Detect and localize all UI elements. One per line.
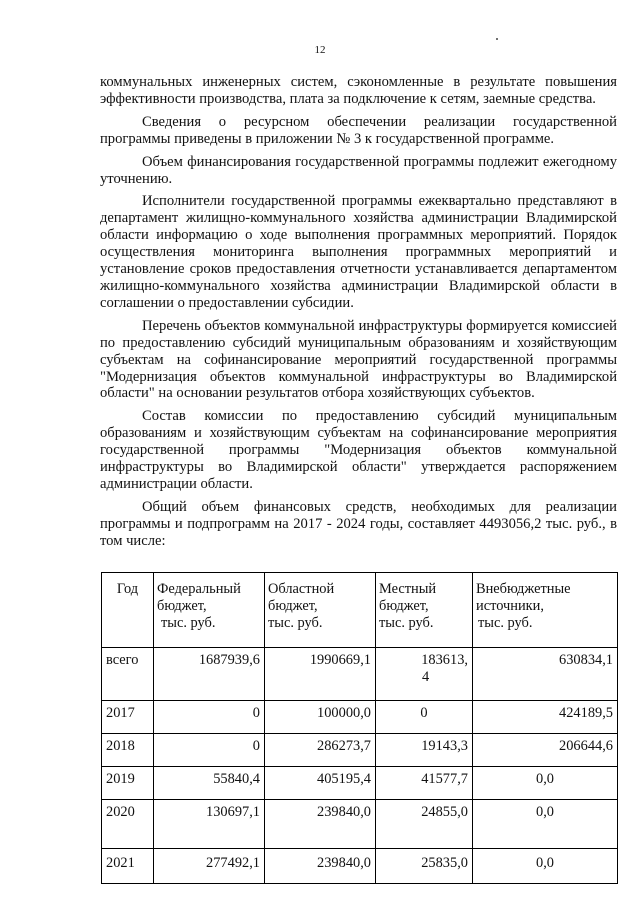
cell-local: 25835,0 [376,849,473,884]
cell-regional: 1990669,1 [265,648,376,701]
cell-extrabudgetary: 0,0 [473,800,618,849]
cell-extrabudgetary: 630834,1 [473,648,618,701]
cell-regional: 405195,4 [265,767,376,800]
paragraph-executors-reporting: Исполнители государственной программы ежеквартально представляют в департамент жилищно-коммунального хозяйства администрации Владимирской области информацию о ходе выполнения программных мероприятий. Порядок осуществления мониторинга выполнения программных мероприятий и установление сроков предоставления отчетности устанавливается департаментом жилищно-коммунального хозяйства администрации Владимирской области в соглашении о предоставлении субсидии. [100,193,617,311]
cell-regional: 239840,0 [265,849,376,884]
document-body [100,74,617,550]
cell-regional: 286273,7 [265,734,376,767]
cell-local: 0 [376,701,473,734]
cell-regional: 100000,0 [265,701,376,734]
table-row [102,648,618,701]
scan-speck [496,38,498,40]
table-row [102,800,618,849]
cell-year: 2020 [102,800,154,849]
cell-year: 2018 [102,734,154,767]
cell-federal: 130697,1 [154,800,265,849]
page-number: 12 [314,44,326,56]
header-year: Год [102,573,154,648]
cell-federal: 277492,1 [154,849,265,884]
cell-year: 2021 [102,849,154,884]
cell-extrabudgetary: 0,0 [473,767,618,800]
table-row [102,734,618,767]
cell-federal: 55840,4 [154,767,265,800]
cell-extrabudgetary: 206644,6 [473,734,618,767]
table-header-row [102,573,618,648]
funding-table [101,572,618,884]
cell-extrabudgetary: 0,0 [473,849,618,884]
cell-regional: 239840,0 [265,800,376,849]
cell-local: 183613, 4 [376,648,473,701]
cell-local: 24855,0 [376,800,473,849]
table-row [102,701,618,734]
header-federal: Федеральный бюджет, тыс. руб. [154,573,265,648]
cell-federal: 0 [154,734,265,767]
paragraph-objects-list: Перечень объектов коммунальной инфраструктуры формируется комиссией по предоставлению субсидий муниципальным образованиям и хозяйствующим субъектам на софинансирование мероприятий государственной программы "Модернизация объектов коммунальной инфраструктуры во Владимирской области" на основании результатов отбора хозяйствующих субъектов. [100,317,617,402]
cell-local: 19143,3 [376,734,473,767]
paragraph-commission-composition: Состав комиссии по предоставлению субсидий муниципальным образованиям и хозяйствующим субъектам на софинансирование мероприятия государственной программы "Модернизация объектов коммунальной инфраструктуры во Владимирской области" утверждается распоряжением администрации области. [100,408,617,492]
cell-year: 2017 [102,701,154,734]
cell-local: 41577,7 [376,767,473,800]
cell-year: всего [102,648,154,701]
cell-year: 2019 [102,767,154,800]
paragraph-total-volume: Общий объем финансовых средств, необходимых для реализации программы и подпрограмм на 2017 - 2024 годы, составляет 4493056,2 тыс. руб., в том числе: [100,498,617,549]
cell-federal: 0 [154,701,265,734]
table-row [102,767,618,800]
paragraph-resource-info: Сведения о ресурсном обеспечении реализации государственной программы приведены в приложении № 3 к государственной программе. [100,113,617,147]
paragraph-funding-sources-end: коммунальных инженерных систем, сэкономленные в результате повышения эффективности производства, плата за подключение к сетям, заемные средства. [100,74,617,107]
header-local: Местный бюджет, тыс. руб. [376,573,473,648]
header-extrabudgetary: Внебюджетные источники, тыс. руб. [473,573,618,648]
cell-extrabudgetary: 424189,5 [473,701,618,734]
paragraph-funding-adjustment: Объем финансирования государственной программы подлежит ежегодному уточнению. [100,153,617,187]
cell-federal: 1687939,6 [154,648,265,701]
header-regional: Областной бюджет, тыс. руб. [265,573,376,648]
table-row [102,849,618,884]
